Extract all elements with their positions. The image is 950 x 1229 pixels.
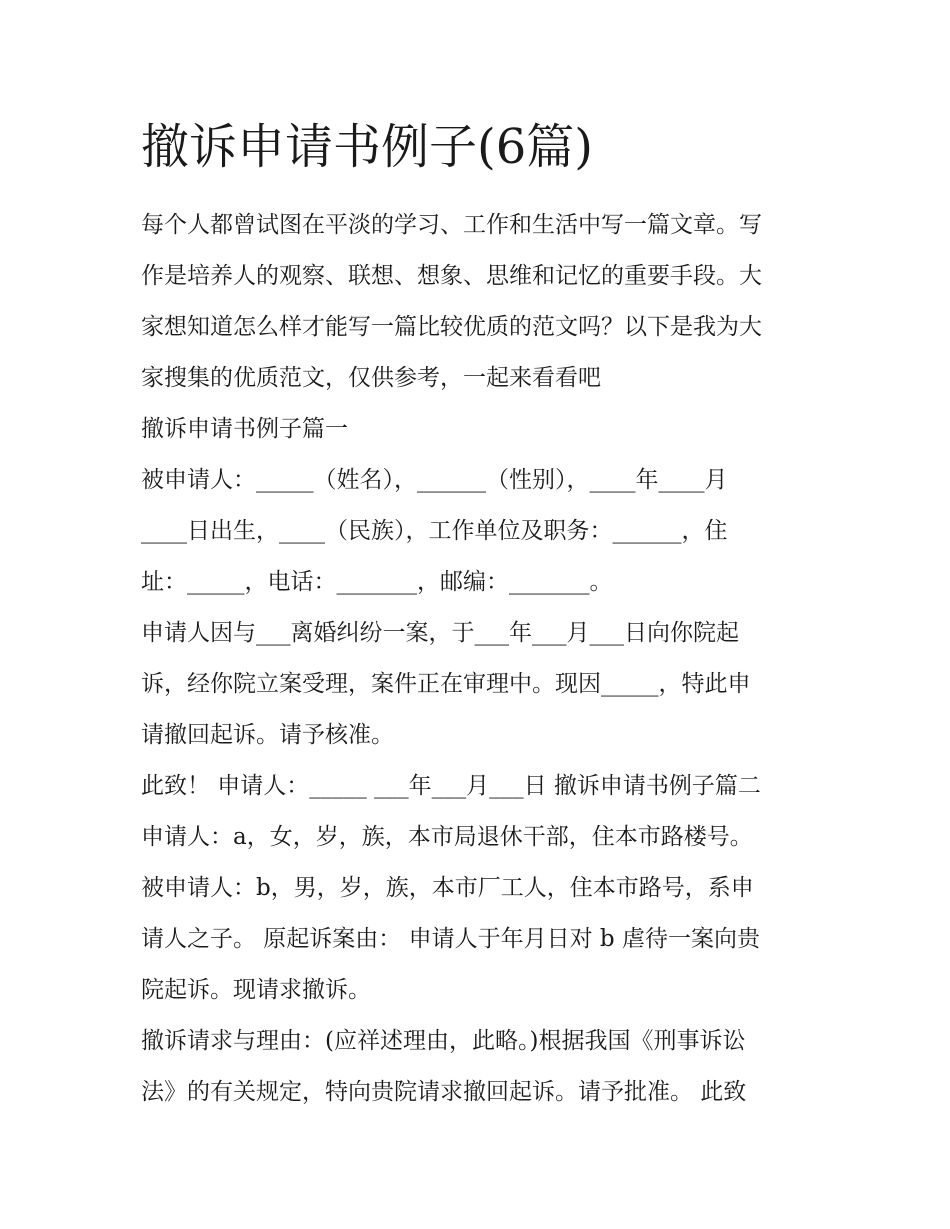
text-line: 申请人因与___离婚纠纷一案，于___年___月___日向你院起 [141,620,739,646]
text-line: 家搜集的优质范文，仅供参考，一起来看看吧 [141,365,601,391]
request-paragraph [141,608,821,761]
text-line: 诉，经你院立案受理，案件正在审理中。现因_____，特此申 [141,671,751,697]
text-line: 作是培养人的观察、联想、想象、思维和记忆的重要手段。大 [141,263,762,289]
text-line: 址：_____，电话：_______，邮编：_______。 [141,569,613,595]
respondent-info-paragraph [141,455,821,608]
example-two-paragraph [141,761,821,1016]
text-line: 请撤回起诉。请予核准。 [141,722,394,748]
text-line: 被申请人：_____（姓名），______（性别），____年____月 [141,467,728,493]
text-line: 院起诉。现请求撤诉。 [141,977,371,1003]
text-line: 撤诉申请书例子篇一 [141,416,348,442]
text-line: 此致！ 申请人：_____ ___年___月___日 撤诉申请书例子篇二 [141,773,761,799]
text-line: 家想知道怎么样才能写一篇比较优质的范文吗？以下是我为大 [141,314,762,340]
text-line: 法》的有关规定，特向贵院请求撤回起诉。请予批准。 此致 [141,1079,747,1105]
text-line: 每个人都曾试图在平淡的学习、工作和生活中写一篇文章。写 [141,212,762,238]
text-line: 请人之子。 原起诉案由： 申请人于年月日对 b 虐待一案向贵 [141,926,760,952]
document-title: 撤诉申请书例子(6篇) [141,119,593,175]
text-line: 申请人：a，女，岁，族，本市局退休干部，住本市路楼号。 [141,824,753,850]
text-line: 撤诉请求与理由：(应祥述理由，此略。)根据我国《刑事诉讼 [141,1028,746,1054]
document-page [141,112,821,1118]
section-heading-1 [141,404,821,455]
text-line: 被申请人：b，男，岁，族，本市厂工人，住本市路号，系申 [141,875,754,901]
text-line: ____日出生，____（民族），工作单位及职务：______，住 [141,518,728,544]
reason-paragraph [141,1016,821,1118]
intro-paragraph [141,200,821,404]
